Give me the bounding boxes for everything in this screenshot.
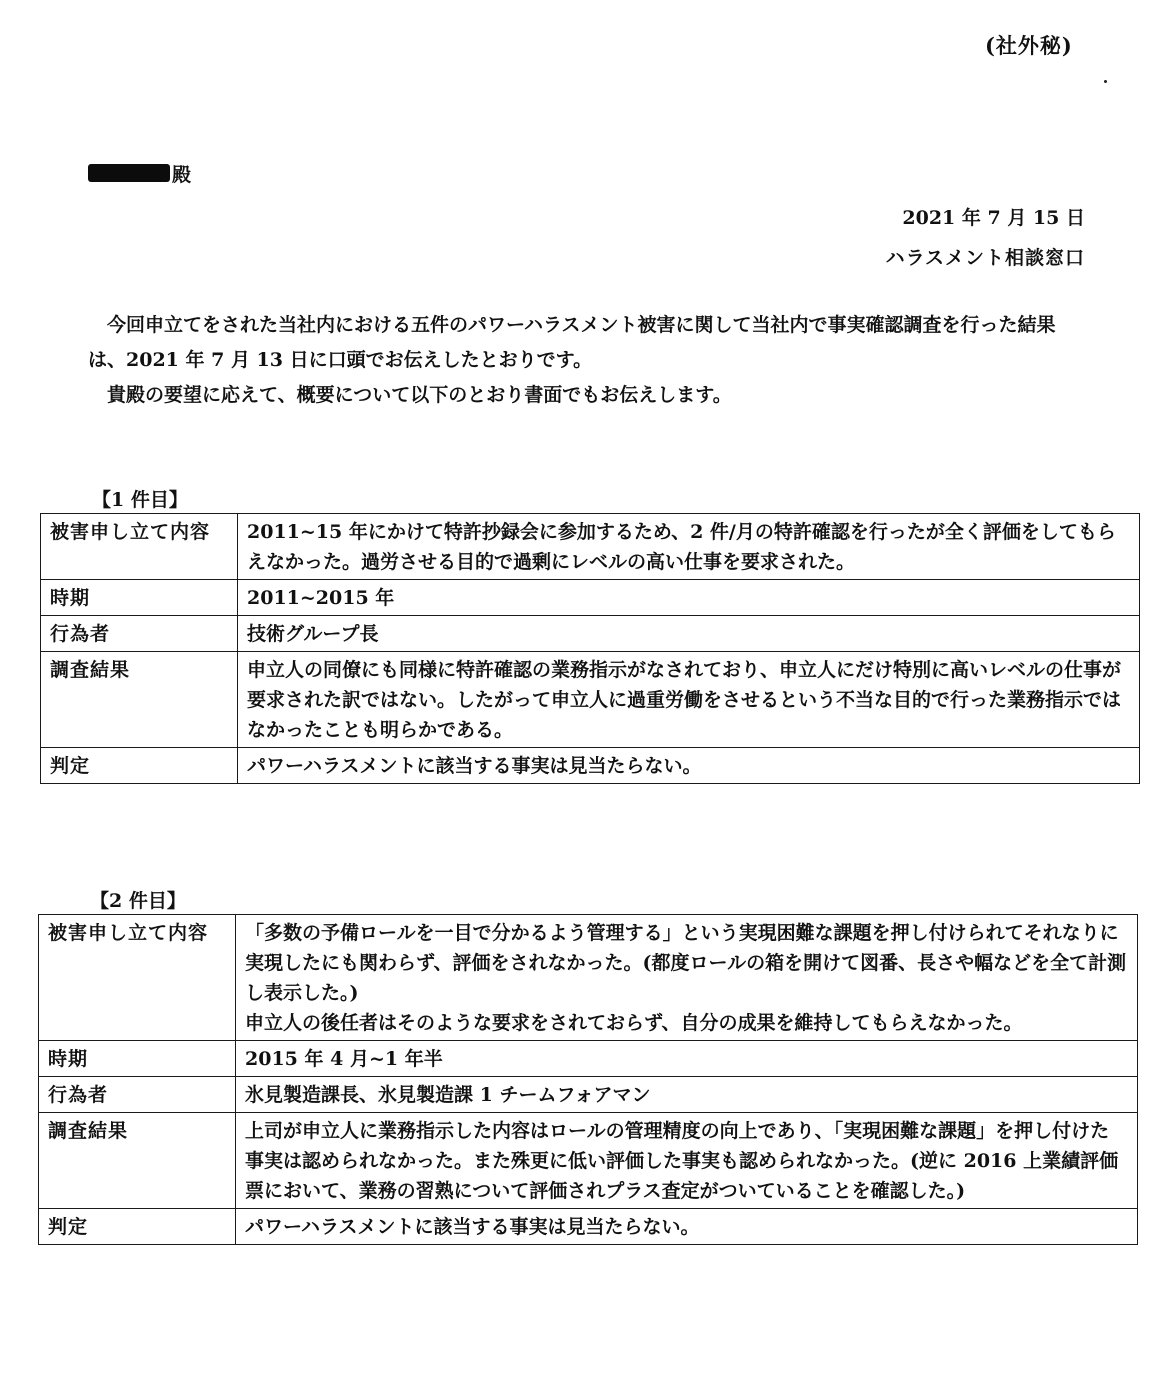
table-row [39, 1041, 1138, 1077]
addressee [88, 160, 191, 186]
table-row [41, 514, 1140, 580]
table-row [41, 580, 1140, 616]
claim-text-2: 申立人の後任者はそのような要求をされておらず、自分の成果を維持してもらえなかった。 [245, 1012, 1023, 1034]
actor-text: 氷見製造課長、氷見製造課 1 チームフォアマン [236, 1077, 1138, 1113]
findings-label: 調査結果 [39, 1113, 236, 1209]
period-text: 2011~2015 年 [238, 580, 1140, 616]
claim-label: 被害申し立て内容 [41, 514, 238, 580]
intro-paragraph-2: 貴殿の要望に応えて、概要について以下のとおり書面でもお伝えします。 [107, 384, 732, 406]
confidential-mark: (社外秘) [985, 33, 1073, 58]
table-row [39, 1077, 1138, 1113]
intro [88, 308, 1088, 413]
actor-label: 行為者 [39, 1077, 236, 1113]
period-label: 時期 [39, 1041, 236, 1077]
case-1-heading: 【1 件目】 [92, 489, 188, 511]
verdict-label: 判定 [41, 748, 238, 784]
claim-text: 2011~15 年にかけて特許抄録会に参加するため、2 件/月の特許確認を行ったが全く評価をしてもらえなかった。過労させる目的で過剰にレベルの高い仕事を要求された。 [238, 514, 1140, 580]
actor-text: 技術グループ長 [238, 616, 1140, 652]
table-row [41, 652, 1140, 748]
period-label: 時期 [41, 580, 238, 616]
verdict-text: パワーハラスメントに該当する事実は見当たらない。 [238, 748, 1140, 784]
findings-label: 調査結果 [41, 652, 238, 748]
sender: ハラスメント相談窓口 [885, 247, 1085, 269]
scan-speck [1104, 80, 1107, 83]
intro-paragraph-1: 今回申立てをされた当社内における五件のパワーハラスメント被害に関して当社内で事実確認調査を行った結果は、2021 年 7 月 13 日に口頭でお伝えしたとおりです。 [88, 314, 1056, 371]
case-2-heading: 【2 件目】 [90, 890, 186, 912]
verdict-label: 判定 [39, 1209, 236, 1245]
addressee-suffix: 殿 [172, 163, 192, 186]
table-row [39, 1209, 1138, 1245]
findings-text: 上司が申立人に業務指示した内容はロールの管理精度の向上であり、「実現困難な課題」を押し付けた事実は認められなかった。また殊更に低い評価した事実も認められなかった。(逆に 2016 上業績評価票において、業務の習熟について評価されプラス査定がついていることを確認した。) [236, 1113, 1138, 1209]
table-row [41, 616, 1140, 652]
redacted-name [88, 164, 170, 182]
claim-text: 「多数の予備ロールを一目で分かるよう管理する」という実現困難な課題を押し付けられてそれなりに実現したにも関わらず、評価をされなかった。(都度ロールの箱を開けて図番、長さや幅などを全て計測し表示した。) [245, 922, 1127, 1004]
actor-label: 行為者 [41, 616, 238, 652]
claim-cell [236, 915, 1138, 1041]
claim-label: 被害申し立て内容 [39, 915, 236, 1041]
case-1-table [40, 513, 1140, 784]
document-date: 2021 年 7 月 15 日 [902, 207, 1085, 229]
findings-text: 申立人の同僚にも同様に特許確認の業務指示がなされており、申立人にだけ特別に高いレベルの仕事が要求された訳ではない。したがって申立人に過重労働をさせるという不当な目的で行った業務指示ではなかったことも明らかである。 [238, 652, 1140, 748]
verdict-text: パワーハラスメントに該当する事実は見当たらない。 [236, 1209, 1138, 1245]
table-row [39, 915, 1138, 1041]
table-row [39, 1113, 1138, 1209]
table-row [41, 748, 1140, 784]
period-text: 2015 年 4 月~1 年半 [236, 1041, 1138, 1077]
case-2-table [38, 914, 1138, 1245]
